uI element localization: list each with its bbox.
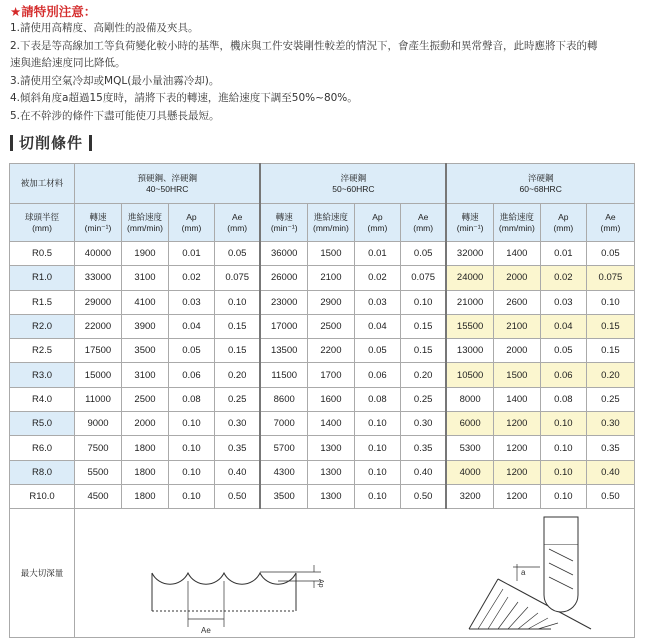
table-cell: 2500	[122, 387, 169, 411]
ap-label: Ap	[316, 579, 324, 588]
table-cell: 0.15	[214, 339, 260, 363]
table-cell: 5500	[75, 460, 122, 484]
table-cell: 8600	[260, 387, 307, 411]
table-cell: 0.40	[214, 460, 260, 484]
table-cell: 0.04	[168, 314, 214, 338]
table-cell: 0.30	[586, 412, 634, 436]
table-cell: 0.25	[400, 387, 446, 411]
scallop-diagram	[152, 565, 321, 627]
notice-line: 5.在不幹涉的條件下盡可能使刀具懸長最短。	[10, 109, 220, 122]
table-cell: 33000	[75, 266, 122, 290]
column-header-label: 轉速	[461, 211, 479, 222]
table-cell: 4100	[122, 290, 169, 314]
table-cell: 3500	[122, 339, 169, 363]
ball-radius-cell: R6.0	[10, 436, 75, 460]
table-cell: 2000	[493, 339, 540, 363]
column-header-label: Ae	[417, 211, 429, 222]
table-cell: 0.25	[214, 387, 260, 411]
table-cell: 0.06	[540, 363, 586, 387]
max-depth-label: 最大切深量	[10, 509, 75, 638]
table-cell: 0.05	[586, 242, 634, 266]
workpiece-label: 被加工材料	[10, 164, 75, 204]
table-row	[10, 412, 635, 436]
table-cell: 0.20	[400, 363, 446, 387]
table-cell: 23000	[260, 290, 307, 314]
ball-radius-cell: R2.5	[10, 339, 75, 363]
table-cell: 0.40	[400, 460, 446, 484]
table-cell: 0.30	[400, 412, 446, 436]
table-cell: 11500	[260, 363, 307, 387]
column-header-label: Ae	[232, 211, 243, 222]
table-cell: 3500	[260, 484, 307, 508]
radius-label: 球頭半徑	[25, 211, 60, 222]
table-cell: 3100	[122, 266, 169, 290]
group-header	[260, 164, 446, 204]
table-cell: 22000	[75, 314, 122, 338]
table-cell: 0.05	[400, 242, 446, 266]
section-title: 切削條件	[19, 134, 84, 152]
notice-line: 2.下表是等高線加工等負荷變化較小時的基準，機床與工件安裝剛性較差的情況下，會產生振動和異常聲音，此時應將下表的轉	[10, 39, 598, 52]
column-header-unit: (min⁻¹)	[84, 222, 112, 233]
cutting-conditions-table	[9, 163, 635, 638]
column-header-label: Ap	[372, 211, 383, 222]
table-cell: 8000	[446, 387, 493, 411]
cutting-depth-diagram	[76, 509, 634, 634]
table-cell: 0.01	[354, 242, 400, 266]
table-cell: 0.15	[586, 339, 634, 363]
column-header-label: 進給速度	[127, 211, 162, 222]
table-row	[10, 387, 635, 411]
table-cell: 32000	[446, 242, 493, 266]
table-row	[10, 339, 635, 363]
table-cell: 0.10	[586, 290, 634, 314]
table-cell: 0.10	[168, 412, 214, 436]
table-cell: 0.06	[168, 363, 214, 387]
table-cell: 0.15	[214, 314, 260, 338]
table-cell: 0.20	[214, 363, 260, 387]
table-cell: 0.50	[214, 484, 260, 508]
table-cell: 0.05	[540, 339, 586, 363]
ball-radius-cell: R0.5	[10, 242, 75, 266]
table-cell: 0.15	[586, 314, 634, 338]
table-cell: 1300	[307, 460, 354, 484]
table-cell: 2500	[307, 314, 354, 338]
column-header	[260, 204, 307, 242]
table-row	[10, 484, 635, 508]
column-header-unit: (min⁻¹)	[456, 222, 484, 233]
column-header	[307, 204, 354, 242]
table-cell: 1300	[307, 436, 354, 460]
table-cell: 0.04	[540, 314, 586, 338]
table-cell: 0.15	[400, 314, 446, 338]
group-name: 淬硬鋼	[340, 172, 367, 183]
notice-line: 4.傾斜角度a超過15度時，請將下表的轉速，進給速度下調至50%~80%。	[10, 92, 358, 104]
column-header-label: 進給速度	[499, 211, 534, 222]
table-cell: 2900	[307, 290, 354, 314]
group-name: 預硬鋼、淬硬鋼	[137, 172, 197, 183]
table-cell: 0.10	[168, 436, 214, 460]
table-cell: 1600	[307, 387, 354, 411]
table-cell: 1200	[493, 484, 540, 508]
table-cell: 2000	[122, 412, 169, 436]
ball-radius-cell: R5.0	[10, 412, 75, 436]
ball-radius-cell: R8.0	[10, 460, 75, 484]
table-cell: 21000	[446, 290, 493, 314]
column-header	[122, 204, 169, 242]
table-row	[10, 242, 635, 266]
table-cell: 0.04	[354, 314, 400, 338]
table-cell: 9000	[75, 412, 122, 436]
table-cell: 15000	[75, 363, 122, 387]
table-cell: 0.10	[354, 484, 400, 508]
table-cell: 0.35	[586, 436, 634, 460]
table-cell: 13500	[260, 339, 307, 363]
column-header-unit: (mm)	[413, 222, 434, 233]
radius-unit: (mm)	[32, 222, 52, 233]
table-row	[10, 266, 635, 290]
table-cell: 0.10	[354, 460, 400, 484]
table-cell: 2600	[493, 290, 540, 314]
table-cell: 0.10	[540, 412, 586, 436]
table-cell: 13000	[446, 339, 493, 363]
column-header-unit: (mm)	[600, 222, 621, 233]
table-cell: 17500	[75, 339, 122, 363]
table-cell: 0.075	[214, 266, 260, 290]
table-cell: 0.15	[400, 339, 446, 363]
table-cell: 3900	[122, 314, 169, 338]
group-hardness: 40~50HRC	[146, 183, 189, 194]
table-cell: 1300	[307, 484, 354, 508]
table-row	[10, 314, 635, 338]
table-cell: 1200	[493, 412, 540, 436]
column-header-label: Ae	[605, 211, 616, 222]
table-cell: 2200	[307, 339, 354, 363]
notice-line: 1.請使用高精度、高剛性的設備及夾具。	[10, 22, 199, 34]
table-cell: 0.02	[354, 266, 400, 290]
table-cell: 1800	[122, 484, 169, 508]
column-header	[493, 204, 540, 242]
ball-radius-cell: R3.0	[10, 363, 75, 387]
column-header-unit: (mm/min)	[312, 222, 349, 233]
table-cell: 1900	[122, 242, 169, 266]
angle-a-label: a	[520, 568, 525, 578]
section-heading	[10, 132, 92, 153]
table-cell: 3200	[446, 484, 493, 508]
table-cell: 0.10	[540, 436, 586, 460]
ball-radius-cell: R10.0	[10, 484, 75, 508]
table-cell: 0.35	[214, 436, 260, 460]
table-cell: 0.08	[168, 387, 214, 411]
table-cell: 0.50	[586, 484, 634, 508]
table-cell: 0.03	[354, 290, 400, 314]
table-cell: 0.10	[540, 484, 586, 508]
table-cell: 0.10	[214, 290, 260, 314]
table-cell: 0.10	[168, 484, 214, 508]
column-header-unit: (mm)	[227, 222, 248, 233]
column-header	[540, 204, 586, 242]
column-header-label: Ap	[186, 211, 197, 222]
ball-radius-cell: R1.5	[10, 290, 75, 314]
table-cell: 0.10	[540, 460, 586, 484]
column-header-label: 轉速	[275, 211, 293, 222]
ae-label: Ae	[200, 626, 211, 635]
group-name: 淬硬鋼	[527, 172, 554, 183]
ball-radius-cell: R1.0	[10, 266, 75, 290]
table-cell: 6000	[446, 412, 493, 436]
table-cell: 2100	[307, 266, 354, 290]
notice-line: 速與進給速度同比降低。	[10, 57, 126, 69]
table-cell: 0.35	[400, 436, 446, 460]
table-cell: 10500	[446, 363, 493, 387]
table-cell: 3100	[122, 363, 169, 387]
section-bar-right	[89, 135, 92, 151]
table-cell: 0.05	[354, 339, 400, 363]
table-cell: 0.03	[168, 290, 214, 314]
table-cell: 17000	[260, 314, 307, 338]
table-cell: 1200	[493, 436, 540, 460]
table-cell: 0.30	[214, 412, 260, 436]
column-header-unit: (mm)	[367, 222, 388, 233]
max-depth-row	[10, 509, 635, 638]
ball-radius-cell: R2.0	[10, 314, 75, 338]
table-cell: 7000	[260, 412, 307, 436]
group-header	[446, 164, 634, 204]
table-cell: 1500	[493, 363, 540, 387]
column-header	[75, 204, 122, 242]
table-cell: 0.05	[214, 242, 260, 266]
table-cell: 0.10	[354, 436, 400, 460]
table-cell: 1700	[307, 363, 354, 387]
table-cell: 4000	[446, 460, 493, 484]
table-cell: 2000	[493, 266, 540, 290]
table-cell: 0.20	[586, 363, 634, 387]
table-cell: 0.08	[540, 387, 586, 411]
column-header	[586, 204, 634, 242]
table-cell: 0.06	[354, 363, 400, 387]
column-header	[214, 204, 260, 242]
table-cell: 0.01	[540, 242, 586, 266]
column-header-label: Ap	[558, 211, 569, 222]
column-header	[354, 204, 400, 242]
table-cell: 5700	[260, 436, 307, 460]
radius-header	[10, 204, 75, 242]
table-cell: 0.10	[168, 460, 214, 484]
table-cell: 0.08	[354, 387, 400, 411]
table-cell: 1400	[307, 412, 354, 436]
column-header-unit: (min⁻¹)	[270, 222, 298, 233]
ball-radius-cell: R4.0	[10, 387, 75, 411]
table-cell: 11000	[75, 387, 122, 411]
column-header-unit: (mm)	[181, 222, 202, 233]
max-depth-diagram	[75, 509, 635, 638]
table-cell: 0.03	[540, 290, 586, 314]
table-cell: 0.02	[168, 266, 214, 290]
table-cell: 5300	[446, 436, 493, 460]
column-header-label: 轉速	[89, 211, 107, 222]
table-cell: 0.01	[168, 242, 214, 266]
notice-block	[10, 3, 650, 125]
table-cell: 0.05	[168, 339, 214, 363]
table-cell: 29000	[75, 290, 122, 314]
column-header-unit: (mm)	[553, 222, 574, 233]
table-cell: 1400	[493, 387, 540, 411]
table-cell: 1800	[122, 436, 169, 460]
table-cell: 24000	[446, 266, 493, 290]
notice-title: ★請特別注意：	[10, 4, 97, 19]
table-cell: 40000	[75, 242, 122, 266]
table-cell: 1500	[307, 242, 354, 266]
column-header-label: 進給速度	[313, 211, 348, 222]
table-row	[10, 363, 635, 387]
table-row	[10, 436, 635, 460]
column-header	[168, 204, 214, 242]
table-cell: 0.075	[586, 266, 634, 290]
table-cell: 26000	[260, 266, 307, 290]
column-header-unit: (mm/min)	[498, 222, 535, 233]
table-cell: 0.075	[400, 266, 446, 290]
table-cell: 0.25	[586, 387, 634, 411]
table-cell: 4500	[75, 484, 122, 508]
group-header	[75, 164, 261, 204]
table-cell: 7500	[75, 436, 122, 460]
table-cell: 1800	[122, 460, 169, 484]
section-bar-left	[10, 135, 13, 151]
column-header-unit: (mm/min)	[127, 222, 163, 233]
table-cell: 0.10	[354, 412, 400, 436]
table-cell: 36000	[260, 242, 307, 266]
table-cell: 0.40	[586, 460, 634, 484]
column-header	[400, 204, 446, 242]
tool-on-slope-diagram	[469, 517, 591, 629]
table-cell: 1200	[493, 460, 540, 484]
notice-line: 3.請使用空氣冷却或MQL(最小量油霧冷却)。	[10, 74, 220, 87]
table-cell: 1400	[493, 242, 540, 266]
group-hardness: 50~60HRC	[332, 183, 375, 194]
table-cell: 0.50	[400, 484, 446, 508]
table-cell: 0.10	[400, 290, 446, 314]
table-row	[10, 290, 635, 314]
column-header	[446, 204, 493, 242]
table-row	[10, 460, 635, 484]
table-cell: 4300	[260, 460, 307, 484]
table-cell: 2100	[493, 314, 540, 338]
table-cell: 15500	[446, 314, 493, 338]
group-hardness: 60~68HRC	[519, 183, 562, 194]
table-cell: 0.02	[540, 266, 586, 290]
